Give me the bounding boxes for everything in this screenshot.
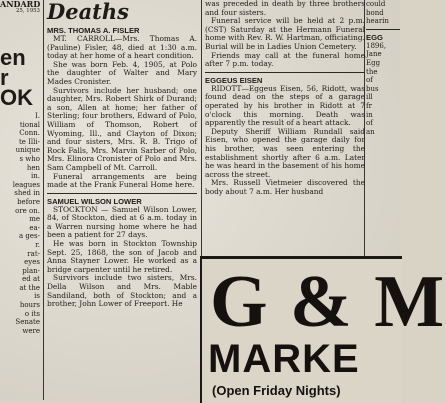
ad-logo: G & M — [210, 261, 446, 343]
text-line-fragment: at the — [19, 283, 40, 292]
obituary-paragraph: MT. CARROLL—Mrs. Thomas A. (Pauline) Fisler, 48, died at 1:30 a.m. today at her home of a heart condition. — [47, 34, 197, 61]
obituary-headline: EGGEUS EISEN — [205, 75, 263, 85]
text-line-fragment: of — [366, 119, 373, 128]
obituary-headline: MRS. THOMAS A. FISLER — [47, 26, 140, 35]
text-line-fragment: ea- — [29, 223, 40, 232]
text-line-fragment: o its — [24, 309, 40, 318]
obituary-paragraph: He was born in Stockton Township Sept. 25, 1868, the son of Jacob and Anna Stayner Lower. He worked as a bridge carpenter until he retired. — [47, 239, 197, 274]
obituary-paragraph: Funeral service will be held at 2 p.m. (CST) Saturday at the Hermann Funeral home with Rev. R. W. Hartman, officiating. Burial will be in Ladies Union Cemetery. — [205, 16, 365, 51]
text-line-fragment: s who — [19, 154, 40, 163]
text-line-fragment: Jane — [366, 50, 382, 59]
divider — [205, 72, 365, 73]
text-line-fragment: bus — [366, 84, 379, 93]
text-line-fragment: fr — [366, 101, 372, 110]
column-rule — [43, 0, 44, 400]
text-line-fragment: leagues — [12, 180, 40, 189]
text-line-fragment: I. — [35, 112, 40, 120]
text-line-fragment: before — [17, 197, 40, 206]
text-line-fragment: tional — [19, 120, 40, 129]
text-line-fragment: Senate — [15, 318, 40, 327]
text-line-fragment: ed at — [22, 275, 40, 284]
text-line-fragment: r. — [35, 240, 40, 249]
section-title: Deaths — [47, 0, 129, 24]
text-line-fragment: could — [366, 0, 386, 8]
text-line-fragment: hours — [19, 301, 40, 310]
text-line-fragment: me — [29, 215, 40, 224]
left-text-lines — [0, 112, 40, 335]
text-line-fragment: a ges- — [19, 232, 40, 241]
text-line-fragment: is — [34, 292, 40, 301]
text-line-fragment: ore on. — [15, 206, 40, 215]
masthead-fragment: ANDARD — [0, 0, 41, 9]
obituary-paragraph: STOCKTON — Samuel Wilson Lower, 84, of Stockton, died at 6 a.m. today in a Warren nursing home where he had been a patient for 27 days. — [47, 204, 197, 240]
obituary-paragraph: was preceded in death by three brothers and four sisters. — [205, 0, 365, 17]
obituary-headline-fragment: EGG — [366, 32, 383, 42]
text-line-fragment: of — [366, 76, 373, 85]
obituary-paragraph: Survivors include her husband; one daughter, Mrs. Robert Shirk of Durand; a son, Allen at home; her father of Sterling; four brothers, Edward of Polo, William of Thomson, Robert of Wyoming, Ill., and Clayton of Dixon; and four sisters, Mrs. R. B. Trigo of Rock Falls, Mrs. Marvin Sarber of Polo, Mrs. Elinora Cronister of Polo and Mrs. Sam Campbell of Mt. Carroll. — [47, 85, 197, 172]
far-right-text-lines — [366, 42, 400, 137]
headline-fragment: r OK — [0, 65, 33, 110]
far-right-text-lines — [366, 0, 400, 26]
ad-store-name: MARKE — [208, 337, 360, 381]
gm-market-advertisement — [200, 256, 446, 403]
obituary-headline: SAMUEL WILSON LOWER — [47, 196, 142, 206]
text-line-fragment: Egg — [366, 58, 381, 67]
obituary-paragraph: Deputy Sheriff William Rundall said Eisen, who opened the garage daily for his brother, was seen entering the establishment shortly after 6 a.m. Later he was heard in the basement of his home across the street. — [205, 126, 365, 179]
obituary-paragraph: Funeral arrangements are being made at the Frank Funeral Home here. — [47, 171, 197, 190]
masthead-date: 25, 1953 — [15, 8, 40, 14]
deaths-column — [47, 0, 197, 400]
obituary-paragraph: RIDOTT—Eggeus Eisen, 56, Ridott, was found dead on the steps of a garage operated by his brother in Ridott at 7 o'clock this morning. Death was apparently the result of a heart attack. — [205, 83, 365, 128]
divider — [47, 193, 197, 194]
text-line-fragment: ill — [366, 93, 373, 102]
text-line-fragment: unique — [15, 146, 40, 155]
obituary-paragraph: She was born Feb. 4, 1905, at Polo the daughter of Walter and Mary Mades Cronister. — [47, 59, 197, 86]
text-line-fragment: 1896, — [366, 41, 387, 50]
obituary-paragraph: Mrs. Russell Vietmeier discovered the body about 7 a.m. Her husband — [205, 178, 365, 196]
text-line-fragment: Conn. — [19, 129, 40, 138]
text-line-fragment: were — [22, 326, 40, 335]
divider — [366, 29, 400, 30]
text-line-fragment: plan- — [22, 266, 40, 275]
text-line-fragment: shed in — [14, 189, 40, 198]
ad-hours: (Open Friday Nights) — [212, 383, 341, 398]
text-line-fragment: hearin — [366, 17, 389, 26]
text-line-fragment: in. — [31, 172, 40, 181]
right-column — [205, 0, 365, 254]
text-line-fragment: eyes — [24, 258, 40, 267]
obituary-paragraph: Friends may call at the funeral home after 7 p.m. today. — [205, 50, 365, 69]
text-line-fragment: bond — [366, 8, 384, 17]
text-line-fragment: te Illi- — [18, 137, 40, 146]
text-line-fragment: in — [366, 110, 373, 119]
obituary-paragraph: Survivors include two sisters, Mrs. Della Wilson and Mrs. Mable Sandiland, both of Stockton; and a brother, John Lower of Freeport. He — [47, 273, 197, 309]
headline-fragment: en — [0, 45, 26, 70]
far-right-column-fragment — [366, 0, 400, 256]
text-line-fragment: the — [366, 67, 378, 76]
text-line-fragment: an — [366, 127, 375, 136]
text-line-fragment: rat- — [27, 249, 40, 258]
text-line-fragment: hen — [26, 163, 40, 172]
left-column-fragment — [0, 0, 40, 400]
